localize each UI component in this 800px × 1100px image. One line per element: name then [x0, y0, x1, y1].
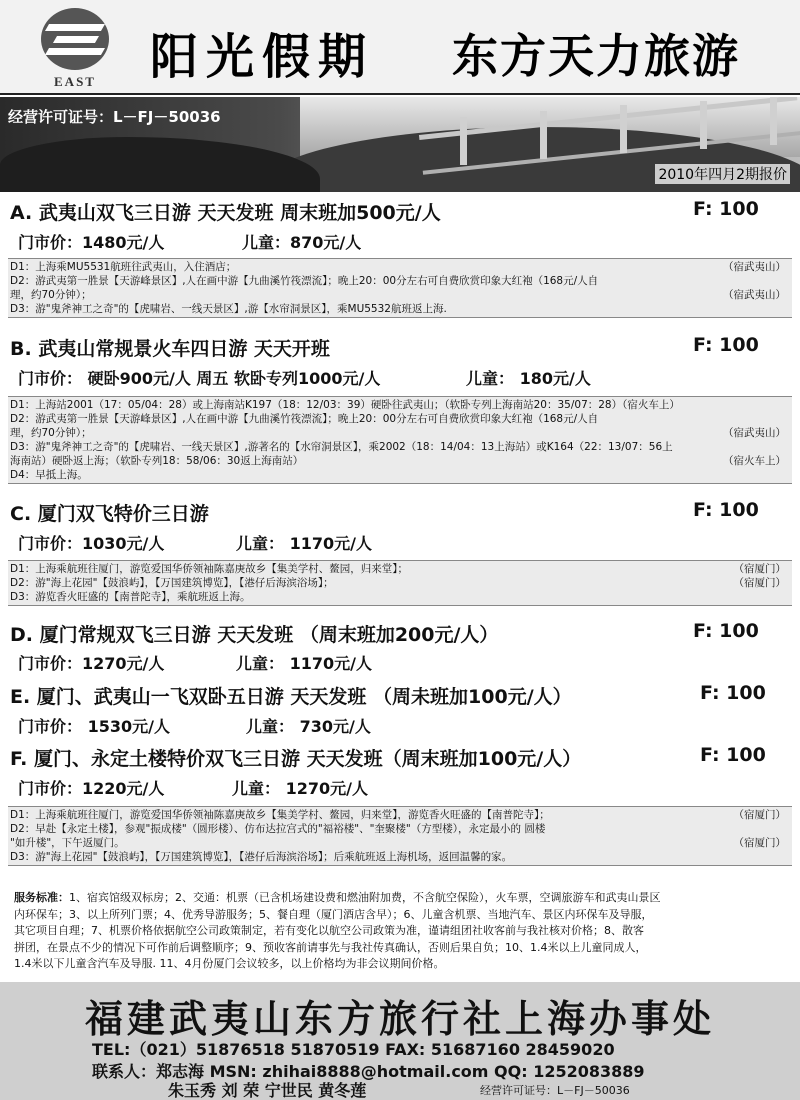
tour-e-child-price: 儿童： 730元/人	[246, 717, 371, 736]
tour-c-child-price: 儿童： 1170元/人	[236, 534, 372, 553]
service-line: 其它项目自理；7、机票价格依据航空公司政策制定，若有变化以航空公司政策为准，谨请组团社收客前与我社核对价格；8、散客	[14, 924, 644, 937]
itinerary-day: 海南站）硬卧返上海；（软卧专列18：58/06：30返上海南站） （宿火车上）	[10, 455, 786, 467]
tour-c-fare: F: 100	[693, 499, 759, 521]
tour-a-child-price: 儿童：870元/人	[242, 233, 362, 252]
footer-license-number: 经营许可证号：L－FJ－50036	[480, 1084, 630, 1097]
tour-c-itinerary	[8, 560, 792, 606]
itinerary-day: 理，约70分钟）； （宿武夷山）	[10, 289, 786, 301]
itinerary-day: D1：上海乘航班往厦门，游览爱国华侨领袖陈嘉庚故乡【集美学村、鳌园，归来堂】，游览香火旺盛的【南普陀寺】； （宿厦门）	[10, 809, 786, 821]
service-label: 服务标准：	[14, 891, 69, 904]
tour-c-retail-price: 门市价：1030元/人	[18, 534, 165, 553]
tour-e-title: E. 厦门、武夷山一飞双卧五日游 天天发班 （周未班加100元/人）	[10, 686, 572, 708]
tour-f-itinerary	[8, 806, 792, 866]
itinerary-day: D3：游"海上花园"【鼓浪屿】，【万国建筑博览】，【港仔后海滨浴场】；后乘航班返上海机场，返回温馨的家。	[10, 851, 513, 863]
itinerary-day: D2：游武夷第一胜景【天游峰景区】,人在画中游【九曲溪竹筏漂流】；晚上20：00分左右可自费欣赏印象大红袍（168元/人自	[10, 413, 599, 425]
tour-f-title: F. 厦门、永定土楼特价双飞三日游 天天发班（周末班加100元/人）	[10, 748, 582, 770]
itinerary-day: D2：游"海上花园"【鼓浪屿】，【万国建筑博览】，【港仔后海滨浴场】； （宿厦门）	[10, 577, 786, 589]
service-line: 1.4米以下儿童含汽车及导服. 11、4月份厦门会议较多，以上价格均为非会议期间价格。	[14, 957, 445, 970]
tour-a-itinerary	[8, 258, 792, 318]
tour-a-title: A. 武夷山双飞三日游 天天发班 周末班加500元/人	[10, 202, 441, 224]
itinerary-day: D3：游览香火旺盛的【南普陀寺】，乘航班返上海。	[10, 591, 251, 603]
service-line: 服务标准：1、宿宾馆级双标房；2、交通：机票（已含机场建设费和燃油附加费，不含航空保险），火车票，空调旅游车和武夷山景区	[14, 891, 661, 904]
itinerary-day: D4：早抵上海。	[10, 469, 88, 481]
tour-d-child-price: 儿童： 1170元/人	[236, 654, 372, 673]
tour-b-fare: F: 100	[693, 334, 759, 356]
itinerary-day: D1：上海乘航班往厦门，游览爱国华侨领袖陈嘉庚故乡【集美学村、鳌园，归来堂】； （宿厦门）	[10, 563, 786, 575]
itinerary-day: 理，约70分钟）； （宿武夷山）	[10, 427, 786, 439]
tour-b-title: B. 武夷山常规景火车四日游 天天开班	[10, 338, 330, 360]
tour-f-fare: F: 100	[700, 744, 766, 766]
tour-d-title: D. 厦门常规双飞三日游 天天发班 （周末班加200元/人）	[10, 624, 499, 646]
itinerary-day: "如升楼"，下午返厦门。 （宿厦门）	[10, 837, 786, 849]
contact-tel-fax: TEL:（021）51876518 51870519 FAX: 51687160 28459020	[92, 1040, 615, 1059]
tour-c-title: C. 厦门双飞特价三日游	[10, 503, 209, 525]
logo-emblem-icon	[41, 8, 109, 70]
tour-f-retail-price: 门市价：1220元/人	[18, 779, 165, 798]
service-line: 内环保车；3、以上所列门票；4、优秀导游服务；5、餐自理（厦门酒店含早）；6、儿童含机票、当地汽车、景区内环保车及导服，	[14, 907, 653, 921]
tour-a-fare: F: 100	[693, 198, 759, 220]
itinerary-day: D1：上海乘MU5531航班往武夷山，入住酒店； （宿武夷山）	[10, 261, 786, 273]
itinerary-day: D3：游"鬼斧神工之奇"的【虎啸岩、一线天景区】,游著名的【水帘洞景区】，乘2002（18：14/04：13上海站）或K164（22：13/07：56上	[10, 441, 673, 453]
agency-name: 福建武夷山东方旅行社上海办事处	[84, 996, 715, 1041]
logo-text: EAST	[54, 74, 96, 89]
itinerary-day: D2：游武夷第一胜景【天游峰景区】,人在画中游【九曲溪竹筏漂流】；晚上20：00分左右可自费欣赏印象大红袍（168元/人自	[10, 275, 599, 287]
tour-a-retail-price: 门市价：1480元/人	[18, 233, 165, 252]
tour-d-retail-price: 门市价：1270元/人	[18, 654, 165, 673]
tour-d-fare: F: 100	[693, 620, 759, 642]
staff-names: 朱玉秀 刘 荣 宁世民 黄冬莲	[168, 1081, 367, 1100]
license-number: 经营许可证号：L－FJ－50036	[8, 108, 221, 126]
tour-b-child-price: 儿童： 180元/人	[466, 369, 591, 388]
price-period: 2010年四月2期报价	[655, 164, 790, 184]
east-logo	[33, 8, 117, 92]
itinerary-day: D3：游"鬼斧神工之奇"的【虎啸岩、一线天景区】,游【水帘洞景区】，乘MU5532航班返上海.	[10, 303, 447, 315]
tour-b-itinerary	[8, 396, 792, 484]
itinerary-day: D2：早赴【永定土楼】，参观"振成楼"（圆形楼）、仿布达拉宫式的"福裕楼"、"奎聚楼"（方型楼），永定最小的 圆楼	[10, 823, 546, 835]
tour-e-retail-price: 门市价： 1530元/人	[18, 717, 170, 736]
header	[0, 0, 800, 95]
tour-b-retail-price: 门市价： 硬卧900元/人 周五 软卧专列1000元/人	[18, 369, 381, 388]
contact-person: 联系人：郑志海 MSN: zhihai8888@hotmail.com QQ: 1252083889	[92, 1062, 645, 1081]
itinerary-day: D1：上海站2001（17：05/04：28）或上海南站K197（18：12/03：39）硬卧往武夷山；（软卧专列上海南站20：35/07：28）（宿火车上）	[10, 399, 680, 411]
service-standards	[14, 890, 790, 973]
tour-e-fare: F: 100	[700, 682, 766, 704]
brand-east-tianli: 东方天力旅游	[452, 29, 740, 83]
tour-f-child-price: 儿童： 1270元/人	[232, 779, 368, 798]
service-line: 拼团，在景点不少的情况下可作前后调整顺序；9、预收客前请事先与我社传真确认，否则后果自负；10、1.4米以上儿童同成人，	[14, 940, 647, 954]
brand-sunshine-holiday: 阳光假期	[150, 29, 375, 85]
